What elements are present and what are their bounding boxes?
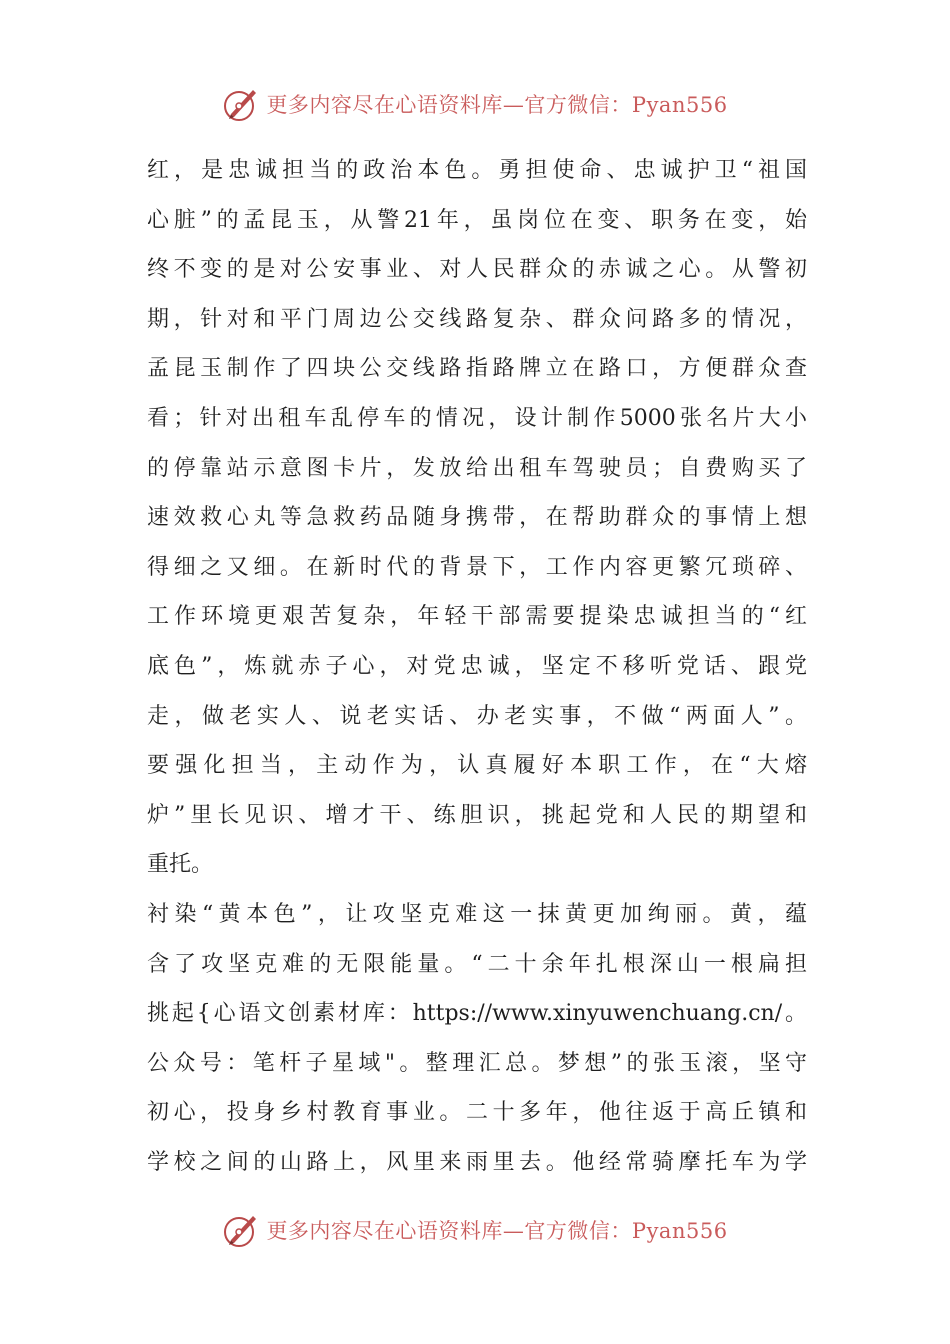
body-line: 初心，投身乡村教育事业。二十多年，他往返于高丘镇和 <box>147 1100 807 1126</box>
header-watermark-banner <box>0 84 950 124</box>
body-line: 得细之又细。在新时代的背景下，工作内容更繁冗琐碎、 <box>147 554 807 580</box>
body-line: 心脏”的孟昆玉，从警21年，虽岗位在变、职务在变，始 <box>147 207 807 233</box>
body-line: 要强化担当，主动作为，认真履好本职工作，在“大熔 <box>147 753 807 779</box>
pen-circle-logo-icon <box>222 1210 262 1250</box>
footer-watermark-banner <box>0 1210 950 1250</box>
body-line: 看；针对出租车乱停车的情况，设计制作5000张名片大小 <box>147 405 807 431</box>
body-line: 的停靠站示意图卡片，发放给出租车驾驶员；自费购买了 <box>147 455 807 481</box>
body-line: 走，做老实人、说老实话、办老实事，不做“两面人”。 <box>147 703 807 729</box>
body-line: 炉”里长见识、增才干、练胆识，挑起党和人民的期望和 <box>147 802 807 828</box>
body-line: 期，针对和平门周边公交线路复杂、群众问路多的情况， <box>147 306 807 332</box>
pen-circle-logo-icon <box>222 84 262 124</box>
document-body <box>147 146 807 1187</box>
body-line: 衬染“黄本色”，让攻坚克难这一抹黄更加绚丽。黄，蕴 <box>147 901 807 927</box>
body-line: 工作环境更艰苦复杂，年轻干部需要提染忠诚担当的“红 <box>147 604 807 630</box>
body-line: 公众号：笔杆子星域"。整理汇总。梦想”的张玉滚，坚守 <box>147 1050 807 1076</box>
body-line: 含了攻坚克难的无限能量。“二十余年扎根深山一根扁担 <box>147 951 807 977</box>
footer-banner-text: 更多内容尽在心语资料库—官方微信：Pyan556 <box>266 1219 728 1243</box>
body-line: 底色”，炼就赤子心，对党忠诚，坚定不移听党话、跟党 <box>147 653 807 679</box>
body-line: 学校之间的山路上，风里来雨里去。他经常骑摩托车为学 <box>147 1149 807 1175</box>
body-line-paragraph-end: 重托。 <box>147 852 214 878</box>
body-line: 红，是忠诚担当的政治本色。勇担使命、忠诚护卫“祖国 <box>147 158 807 183</box>
header-banner-text: 更多内容尽在心语资料库—官方微信：Pyan556 <box>266 93 728 117</box>
body-line: 速效救心丸等急救药品随身携带，在帮助群众的事情上想 <box>147 505 807 531</box>
body-line: 挑起{心语文创素材库：https://www.xinyuwenchuang.cn/。 <box>147 1001 807 1027</box>
body-line: 孟昆玉制作了四块公交线路指路牌立在路口，方便群众查 <box>147 356 807 382</box>
body-line: 终不变的是对公安事业、对人民群众的赤诚之心。从警初 <box>147 257 807 283</box>
